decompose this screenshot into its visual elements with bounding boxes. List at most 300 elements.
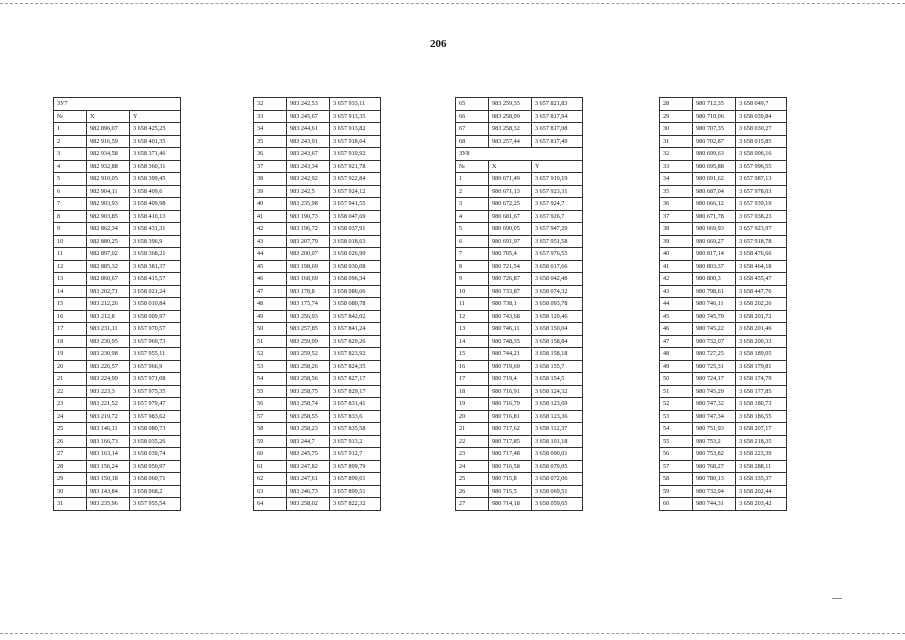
y-coordinate: 3 658 047,69 [330,210,381,223]
coordinates-table-4 [659,97,787,511]
point-number: 35 [254,135,287,148]
point-number: 55 [254,385,287,398]
point-number: 21 [456,423,489,436]
point-number: 22 [54,385,87,398]
x-coordinate: 982 916,59 [87,135,130,148]
y-coordinate: 3 658 201,46 [736,323,787,336]
table-row [54,423,181,436]
point-number: 45 [660,310,693,323]
y-coordinate: 3 658 035,26 [130,435,181,448]
table-row [254,410,381,423]
point-number: 43 [254,235,287,248]
table-row [660,335,787,348]
x-coordinate: 983 258,74 [287,398,330,411]
y-coordinate: 3 658 101,18 [532,435,583,448]
y-coordinate: 3 657 955,54 [130,498,181,511]
table-row [660,98,787,111]
point-number: 22 [456,435,489,448]
y-coordinate: 3 658 049,7 [736,98,787,111]
table-row [54,348,181,361]
table-row [54,248,181,261]
table-row [254,335,381,348]
y-coordinate: 3 658 086,06 [330,285,381,298]
x-coordinate: 980 671,49 [489,173,532,186]
point-number: 13 [456,323,489,336]
x-coordinate: 983 258,55 [287,410,330,423]
x-coordinate: 980 691,62 [693,173,736,186]
x-coordinate: 983 143,84 [87,485,130,498]
y-coordinate: 3 657 924,7 [532,198,583,211]
y-coordinate: 3 658 207,17 [736,423,787,436]
point-number: 33 [254,110,287,123]
y-coordinate: 3 658 360,31 [130,160,181,173]
x-coordinate: 983 258,56 [287,373,330,386]
point-number: 34 [254,123,287,136]
x-coordinate: 983 168,69 [287,273,330,286]
x-coordinate: 980 687,04 [693,185,736,198]
x-coordinate: 983 226,57 [87,360,130,373]
x-coordinate: 980 743,68 [489,310,532,323]
point-number: 38 [660,223,693,236]
table-row [660,273,787,286]
y-coordinate: 3 657 922,84 [330,173,381,186]
x-coordinate: 982 896,07 [87,123,130,136]
x-coordinate: 983 258,32 [489,123,532,136]
y-coordinate: 3 658 368,21 [130,248,181,261]
y-coordinate: 3 657 829,26 [330,335,381,348]
table-row [456,360,583,373]
table-row [254,98,381,111]
x-coordinate: 980 753,2 [693,435,736,448]
y-coordinate: 3 657 827,17 [330,373,381,386]
point-number: 7 [54,198,87,211]
point-number: 12 [456,310,489,323]
x-coordinate: 982 885,32 [87,260,130,273]
y-coordinate: 3 657 938,23 [736,210,787,223]
y-coordinate: 3 657 918,78 [736,235,787,248]
x-coordinate: 983 196,72 [287,223,330,236]
table-row [660,348,787,361]
y-coordinate: 3 657 951,58 [532,235,583,248]
point-number: 39 [254,185,287,198]
scan-mark [832,598,842,599]
y-coordinate: 3 658 186,55 [736,410,787,423]
x-coordinate: 983 207,79 [287,235,330,248]
x-coordinate: 980 716,79 [489,398,532,411]
y-coordinate: 3 658 059,65 [532,498,583,511]
x-coordinate: 980 716,91 [489,385,532,398]
x-coordinate: 982 860,67 [87,273,130,286]
y-coordinate: 3 657 975,35 [130,385,181,398]
x-coordinate: 982 903,85 [87,210,130,223]
point-number: 57 [254,410,287,423]
x-coordinate: 980 780,13 [693,473,736,486]
x-coordinate: 980 748,35 [489,335,532,348]
point-number: 19 [456,398,489,411]
point-number: 27 [456,498,489,511]
point-number: 6 [54,185,87,198]
header-number: № [456,160,489,173]
x-coordinate: 980 717,85 [489,435,532,448]
table-row [254,248,381,261]
table-row [54,435,181,448]
y-coordinate: 3 658 017,66 [532,260,583,273]
table-row [660,285,787,298]
x-coordinate: 983 247,82 [287,460,330,473]
table-row [456,473,583,486]
y-coordinate: 3 657 912,7 [330,448,381,461]
table-row [660,310,787,323]
point-number: 55 [660,435,693,448]
point-number: 27 [54,448,87,461]
point-number: 33 [660,160,693,173]
table-row [456,485,583,498]
y-coordinate: 3 657 983,62 [130,410,181,423]
point-number: 29 [660,110,693,123]
point-number: 31 [660,135,693,148]
y-coordinate: 3 657 833,6 [330,410,381,423]
table-row [660,210,787,223]
y-coordinate: 3 657 970,57 [130,323,181,336]
table-row [456,235,583,248]
table-row [254,285,381,298]
table-row [54,498,181,511]
y-coordinate: 3 657 921,78 [330,160,381,173]
point-number: 21 [54,373,87,386]
x-coordinate: 980 715,8 [489,473,532,486]
point-number: 24 [54,410,87,423]
table-row [54,373,181,386]
point-number: 44 [254,248,287,261]
point-number: 61 [254,460,287,473]
table-row [456,385,583,398]
point-number: 45 [254,260,287,273]
header-row [54,110,181,123]
point-number: 8 [54,210,87,223]
x-coordinate: 983 231,11 [87,323,130,336]
point-number: 57 [660,460,693,473]
point-number: 66 [456,110,489,123]
point-number: 56 [660,448,693,461]
x-coordinate: 983 235,96 [87,498,130,511]
point-number: 42 [660,273,693,286]
table-row [54,185,181,198]
table-row [254,498,381,511]
x-coordinate: 983 257,85 [287,323,330,336]
table-row [660,360,787,373]
point-number: 58 [254,423,287,436]
point-number: 53 [660,410,693,423]
y-coordinate: 3 657 913,35 [330,110,381,123]
point-number: 17 [456,373,489,386]
point-number: 16 [54,310,87,323]
point-number: 25 [54,423,87,436]
y-coordinate: 3 658 050,97 [130,460,181,473]
y-coordinate: 3 657 924,12 [330,185,381,198]
x-coordinate: 983 242,92 [287,173,330,186]
point-number: 23 [456,448,489,461]
table-row [254,123,381,136]
point-number: 49 [660,360,693,373]
x-coordinate: 983 244,61 [287,123,330,136]
table-row [660,148,787,161]
y-coordinate: 3 658 401,35 [130,135,181,148]
x-coordinate: 980 733,87 [489,285,532,298]
table-row [54,310,181,323]
table-row [660,498,787,511]
point-number: 37 [254,160,287,173]
y-coordinate: 3 657 969,73 [130,335,181,348]
table-row [660,373,787,386]
coordinates-column-3 [455,97,583,511]
y-coordinate: 3 658 202,44 [736,485,787,498]
point-number: 3 [54,148,87,161]
table-row [456,373,583,386]
y-coordinate: 3 657 979,47 [130,398,181,411]
y-coordinate: 3 658 415,57 [130,273,181,286]
point-number: 4 [54,160,87,173]
x-coordinate: 980 745,79 [693,310,736,323]
y-coordinate: 3 657 823,92 [330,348,381,361]
x-coordinate: 983 242,53 [287,98,330,111]
table-row [254,435,381,448]
y-coordinate: 3 658 124,32 [532,385,583,398]
x-coordinate: 983 150,18 [87,473,130,486]
table-row [660,460,787,473]
x-coordinate: 980 727,25 [693,348,736,361]
x-coordinate: 980 699,63 [693,148,736,161]
y-coordinate: 3 658 431,31 [130,223,181,236]
table-row [254,398,381,411]
table-row [254,135,381,148]
y-coordinate: 3 658 015,85 [736,135,787,148]
top-scan-rule [0,3,905,4]
table-row [456,348,583,361]
point-number: 38 [254,173,287,186]
point-number: 18 [456,385,489,398]
y-coordinate: 3 657 987,13 [736,173,787,186]
y-coordinate: 3 657 913,82 [330,123,381,136]
y-coordinate: 3 658 068,2 [130,485,181,498]
y-coordinate: 3 658 476,66 [736,248,787,261]
x-coordinate: 982 897,02 [87,248,130,261]
point-number: 47 [660,335,693,348]
table-row [456,298,583,311]
y-coordinate: 3 658 335,37 [736,473,787,486]
table-row [54,360,181,373]
table-row [456,123,583,136]
x-coordinate: 983 258,02 [287,498,330,511]
table-row [660,123,787,136]
x-coordinate: 983 256,93 [287,310,330,323]
x-coordinate: 980 732,07 [693,335,736,348]
x-coordinate: 983 243,91 [287,135,330,148]
point-number: 58 [660,473,693,486]
y-coordinate: 3 658 174,79 [736,373,787,386]
point-number: 11 [456,298,489,311]
point-number: 18 [54,335,87,348]
x-coordinate: 983 259,35 [489,98,532,111]
section-label-zu8: ЗУ8 [456,148,583,161]
table-row [54,410,181,423]
point-number: 10 [54,235,87,248]
x-coordinate: 980 716,81 [489,410,532,423]
x-coordinate: 983 258,23 [287,423,330,436]
table-row [660,298,787,311]
y-coordinate: 3 658 409,98 [130,198,181,211]
table-row [254,323,381,336]
point-number: 10 [456,285,489,298]
y-coordinate: 3 658 202,26 [736,298,787,311]
x-coordinate: 980 719,69 [489,360,532,373]
x-coordinate: 983 224,99 [87,373,130,386]
table-row [456,135,583,148]
y-coordinate: 3 658 080,78 [330,298,381,311]
point-number: 40 [660,248,693,261]
y-coordinate: 3 657 996,55 [736,160,787,173]
table-row [254,423,381,436]
point-number: 48 [254,298,287,311]
point-number: 37 [660,210,693,223]
point-number: 15 [54,298,87,311]
point-number: 46 [254,273,287,286]
coordinates-table-3 [455,97,583,511]
y-coordinate: 3 658 177,85 [736,385,787,398]
point-number: 51 [254,335,287,348]
header-row [456,160,583,173]
y-coordinate: 3 657 971,08 [130,373,181,386]
y-coordinate: 3 658 288,11 [736,460,787,473]
table-row [660,135,787,148]
header-x: X [489,160,532,173]
y-coordinate: 3 658 042,48 [532,273,583,286]
y-coordinate: 3 658 039,74 [130,448,181,461]
x-coordinate: 983 146,11 [87,423,130,436]
x-coordinate: 982 862,34 [87,223,130,236]
x-coordinate: 980 745,22 [693,323,736,336]
table-row [456,310,583,323]
x-coordinate: 983 221,52 [87,398,130,411]
x-coordinate: 980 747,34 [693,410,736,423]
y-coordinate: 3 657 919,92 [330,148,381,161]
point-number: 40 [254,198,287,211]
table-row [660,185,787,198]
x-coordinate: 980 724,17 [693,373,736,386]
header-number: № [54,110,87,123]
x-coordinate: 982 910,05 [87,173,130,186]
table-row [254,485,381,498]
point-number: 7 [456,248,489,261]
table-row [456,335,583,348]
table-row [254,235,381,248]
y-coordinate: 3 658 039,84 [736,110,787,123]
y-coordinate: 3 658 154,5 [532,373,583,386]
x-coordinate: 983 257,44 [489,135,532,148]
x-coordinate: 980 803,37 [693,260,736,273]
point-number: 28 [54,460,87,473]
point-number: 54 [254,373,287,386]
point-number: 32 [254,98,287,111]
point-number: 42 [254,223,287,236]
y-coordinate: 3 658 009,97 [130,310,181,323]
point-number: 9 [54,223,87,236]
table-row [54,473,181,486]
point-number: 62 [254,473,287,486]
y-coordinate: 3 657 817,08 [532,123,583,136]
y-coordinate: 3 658 123,69 [532,398,583,411]
y-coordinate: 3 657 831,41 [330,398,381,411]
x-coordinate: 980 817,14 [693,248,736,261]
table-row [456,98,583,111]
table-row [54,198,181,211]
table-row [254,348,381,361]
table-row [660,160,787,173]
y-coordinate: 3 658 155,7 [532,360,583,373]
table-row [254,273,381,286]
point-number: 12 [54,260,87,273]
point-number: 46 [660,323,693,336]
y-coordinate: 3 657 923,31 [532,185,583,198]
x-coordinate: 980 669,93 [693,223,736,236]
point-number: 51 [660,385,693,398]
x-coordinate: 980 707,35 [693,123,736,136]
x-coordinate: 980 669,27 [693,235,736,248]
table-row [254,148,381,161]
y-coordinate: 3 658 158,84 [532,335,583,348]
y-coordinate: 3 658 396,9 [130,235,181,248]
x-coordinate: 980 726,87 [489,273,532,286]
x-coordinate: 983 202,71 [87,285,130,298]
y-coordinate: 3 658 010,84 [130,298,181,311]
table-row [54,210,181,223]
point-number: 30 [54,485,87,498]
y-coordinate: 3 657 821,83 [532,98,583,111]
x-coordinate: 980 798,61 [693,285,736,298]
point-number: 50 [660,373,693,386]
table-row [254,260,381,273]
y-coordinate: 3 658 112,37 [532,423,583,436]
x-coordinate: 983 243,34 [287,160,330,173]
x-coordinate: 983 258,75 [287,385,330,398]
point-number: 35 [660,185,693,198]
y-coordinate: 3 658 096,34 [330,273,381,286]
point-number: 2 [54,135,87,148]
point-number: 32 [660,148,693,161]
point-number: 53 [254,360,287,373]
point-number: 24 [456,460,489,473]
table-row [660,423,787,436]
table-row [456,460,583,473]
x-coordinate: 983 259,52 [287,348,330,361]
x-coordinate: 983 243,67 [287,148,330,161]
table-row [456,210,583,223]
point-number: 20 [456,410,489,423]
y-coordinate: 3 658 060,71 [130,473,181,486]
x-coordinate: 983 258,26 [287,360,330,373]
y-coordinate: 3 657 939,19 [736,198,787,211]
x-coordinate: 983 178,8 [287,285,330,298]
y-coordinate: 3 658 200,33 [736,335,787,348]
table-row [660,248,787,261]
x-coordinate: 982 903,93 [87,198,130,211]
y-coordinate: 3 658 090,01 [532,448,583,461]
table-row [660,410,787,423]
x-coordinate: 983 175,74 [287,298,330,311]
header-x: X [87,110,130,123]
x-coordinate: 980 716,58 [489,460,532,473]
coordinates-column-4 [659,97,787,511]
header-y: Y [532,160,583,173]
